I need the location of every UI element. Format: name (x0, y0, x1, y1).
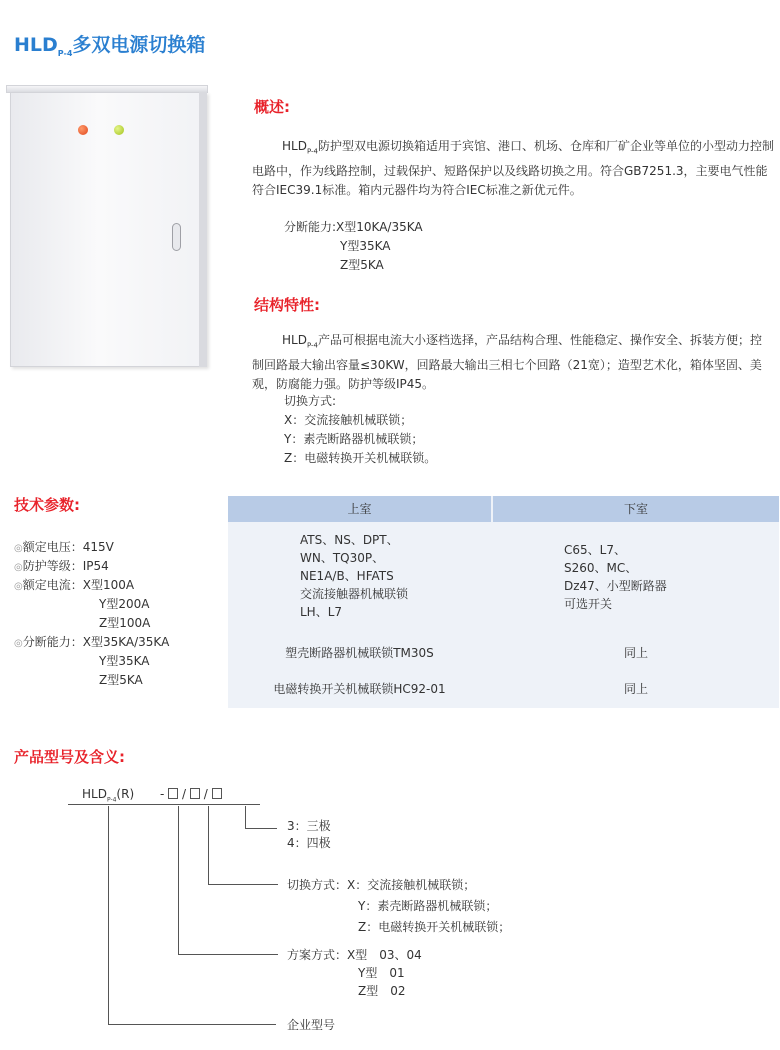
table-cell: 电磁转换开关机械联锁HC92-01 (273, 682, 446, 696)
table-cell: 同上 (623, 646, 648, 660)
overview-sub: P-4 (306, 147, 318, 156)
model-code (82, 787, 134, 803)
model-switch-y: Y：素壳断路器机械联锁； (358, 899, 498, 913)
tech-heading: 技术参数: (14, 496, 80, 514)
table-cell: NE1A/B、HFATS (300, 569, 394, 583)
table-cell: 同上 (623, 682, 648, 696)
model-code-sub: P-4 (106, 796, 117, 804)
tech-rated-voltage (14, 538, 114, 558)
model-switch-x: X：交流接触机械联锁； (347, 878, 476, 892)
tech-breaking-y: Y型35KA (99, 654, 150, 668)
red-indicator-lamp (78, 125, 88, 135)
model-switch-label: 切换方式： (287, 878, 348, 892)
tech-rated-voltage-text: 额定电压：415V (22, 540, 114, 554)
scheme-connector (178, 806, 179, 954)
overview-breaking-row (284, 218, 423, 238)
tech-breaking-z: Z型5KA (99, 673, 143, 687)
poles-3: 3：三极 (287, 819, 331, 833)
config-table (228, 496, 779, 708)
tech-protection-text: 防护等级：IP54 (22, 559, 109, 573)
table-header-lower: 下室 (493, 496, 779, 522)
title-prefix: HLD (14, 34, 58, 56)
table-cell: WN、TQ30P、 (300, 551, 385, 565)
overview-breaking-label: 分断能力: (284, 220, 337, 234)
model-scheme-y: Y型 01 (358, 966, 405, 980)
bullet-icon: ◎ (14, 638, 23, 649)
model-sep: / (182, 787, 187, 801)
model-switch-z: Z：电磁转换开关机械联锁； (358, 920, 511, 934)
model-sep: - (160, 787, 165, 801)
bullet-icon: ◎ (14, 543, 23, 554)
table-cell: 交流接触器机械联锁 (300, 587, 409, 601)
structure-body: 产品可根据电流大小逐档选择，产品结构合理、性能稳定、操作安全、拆装方便；控制回路最大输出容量≤30KW，回路最大输出三相七个回路（21宽）；造型艺术化，箱体坚固、美观，防腐能力强。防护等级IP45。 (252, 333, 763, 392)
table-cell: C65、L7、 (564, 543, 626, 557)
enterprise-connector (108, 1024, 276, 1025)
overview-breaking-x: X型10KA/35KA (336, 220, 423, 234)
green-indicator-lamp (114, 125, 124, 135)
title-suffix: 多双电源切换箱 (72, 34, 206, 56)
model-scheme-label: 方案方式： (287, 948, 348, 962)
overview-text (252, 137, 776, 201)
switch-connector (208, 806, 209, 884)
model-scheme-x: X型 03、04 (347, 948, 422, 962)
structure-heading: 结构特性: (254, 296, 320, 314)
table-cell: 可选开关 (564, 597, 613, 611)
structure-switch-label: 切换方式: (284, 394, 337, 408)
structure-switch-z: Z：电磁转换开关机械联锁。 (284, 451, 437, 465)
structure-switch-x: X：交流接触机械联锁； (284, 413, 413, 427)
table-cell: ATS、NS、DPT、 (300, 533, 399, 547)
table-cell: S260、MC、 (564, 561, 638, 575)
poles-connector (245, 828, 277, 829)
page-title (14, 30, 205, 58)
poles-4: 4：四极 (287, 836, 331, 850)
tech-rated-current-label: 额定电流： (22, 578, 83, 592)
bullet-icon: ◎ (14, 581, 23, 592)
cabinet-side (199, 92, 207, 367)
model-code-slots (160, 787, 222, 801)
door-handle (172, 223, 181, 251)
model-code-prefix: HLD (82, 787, 107, 801)
enterprise-connector (108, 806, 109, 1024)
tech-breaking-label: 分断能力： (22, 635, 83, 649)
tech-breaking-x: X型35KA/35KA (82, 635, 170, 649)
scheme-connector (178, 954, 278, 955)
tech-rated-current (14, 576, 134, 596)
slot-box (212, 788, 222, 799)
structure-text (252, 331, 772, 395)
code-underline (68, 804, 260, 805)
model-heading: 产品型号及含义: (14, 748, 125, 766)
structure-sub: P-4 (306, 341, 318, 350)
structure-switch-y: Y：素壳断路器机械联锁； (284, 432, 424, 446)
model-scheme-row (287, 946, 422, 963)
model-sep: / (203, 787, 208, 801)
switch-connector (208, 884, 278, 885)
table-cell: Dz47、小型断路器 (564, 579, 667, 593)
model-scheme-z: Z型 02 (358, 984, 406, 998)
title-sub: P-4 (57, 48, 73, 58)
overview-body: 防护型双电源切换箱适用于宾馆、港口、机场、仓库和厂矿企业等单位的小型动力控制电路中，作为线路控制，过载保护、短路保护以及线路切换之用。符合GB7251.3，主要电气性能符合IEC39.1标准。箱内元器件均为符合IEC标准之新优元件。 (252, 139, 775, 198)
structure-prefix: HLD (282, 333, 307, 347)
slot-box (168, 788, 178, 799)
bullet-icon: ◎ (14, 562, 23, 573)
overview-prefix: HLD (282, 139, 307, 153)
overview-heading: 概述: (254, 98, 290, 116)
overview-breaking-z: Z型5KA (340, 258, 384, 272)
tech-rated-current-y: Y型200A (99, 597, 150, 611)
tech-rated-current-z: Z型100A (99, 616, 151, 630)
tech-rated-current-x: X型100A (82, 578, 135, 592)
model-enterprise: 企业型号 (287, 1018, 336, 1032)
model-switch-row (287, 876, 475, 893)
slot-box (190, 788, 200, 799)
table-header-upper: 上室 (228, 496, 491, 522)
poles-connector (245, 806, 246, 828)
tech-breaking (14, 633, 169, 653)
tech-protection (14, 557, 109, 577)
table-cell: 塑壳断路器机械联锁TM30S (285, 646, 434, 660)
table-cell: LH、L7 (300, 605, 343, 619)
model-code-suffix: (R) (116, 787, 135, 801)
overview-breaking-y: Y型35KA (340, 239, 391, 253)
